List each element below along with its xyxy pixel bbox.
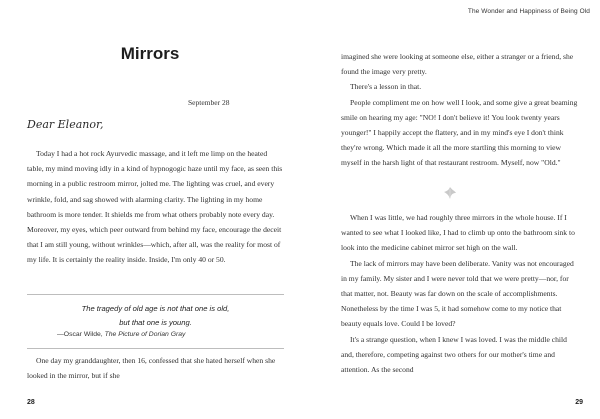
right-body-text-section-2 [341,210,581,377]
paragraph: People compliment me on how well I look, and some give a great beaming smile on hearing my age: "NO! I don't believe it! You look twenty years younger!" I happily accept the flattery, and in my mind's eye I don't think they're wrong. Which made it all the more startling this morning to view myself in the harsh light of that restaurant restroom. Myself, now "Old." [341,97,578,168]
quote-author: —Oscar Wilde, [57,331,105,338]
paragraph: The lack of mirrors may have been deliberate. Vanity was not encouraged in my family. My sister and I were never told that we were pretty—nor, for that matter, not. Beauty was far down on the scale of accomplishments. Nonetheless by the time I was 5, it had somehow come to my notice that beauty equals love. Could I be loved? [341,258,574,329]
paragraph: There's a lesson in that. [350,82,422,92]
quote-attribution [57,331,185,338]
paragraph: Today I had a hot rock Ayurvedic massage, and it left me limp on the heated table, my mind moving idly in a kind of hypnogogic haze until my face, as seen this morning in a public restroom mirror, jolted me. The lighting was cruel, and every wrinkle, fold, and sag showed with alarming clarity. The lighting in my home bathroom is more tender. It shields me from what others probably note every day. Moreover, my eyes, which peer outward from behind my face, encourage the deceit that I am still young, without wrinkles—which, after all, was the reality for most of my life. It is certainly the reality inside. Inside, I'm only 40 or 50. [27,149,283,265]
paragraph: It's a strange question, when I knew I was loved. I was the middle child and, therefore, competing against two others for our mother's time and attention. As the second [341,334,567,375]
letter-date: September 28 [188,98,230,107]
running-header: The Wonder and Happiness of Being Old [467,8,590,15]
epigraph-quote [27,294,284,349]
right-page [300,0,600,419]
paragraph: When I was little, we had roughly three mirrors in the whole house. If I wanted to see what I looked like, I had to climb up onto the bathroom sink to look into the medicine cabinet mirror set high on the wall. [341,213,575,253]
salutation: Dear Eleanor, [27,118,104,131]
paragraph: imagined she were looking at someone else, either a stranger or a friend, she found the image very pretty. [341,52,574,77]
quote-source-title: The Picture of Dorian Gray [104,331,186,338]
quote-text [27,302,284,330]
quote-line-2: but that one is young. [119,318,192,327]
leaf-ornament-icon [443,186,457,200]
page-number-left: 28 [27,399,35,406]
quote-line-1: The tragedy of old age is not that one is old, [81,304,230,313]
left-body-text [27,146,284,268]
left-body-text-continued [27,353,284,383]
paragraph: One day my granddaughter, then 16, confessed that she hated herself when she looked in the mirror, but if she [27,356,276,381]
page-number-right: 29 [575,399,583,406]
chapter-title: Mirrors [120,44,180,63]
right-body-text [341,49,581,171]
